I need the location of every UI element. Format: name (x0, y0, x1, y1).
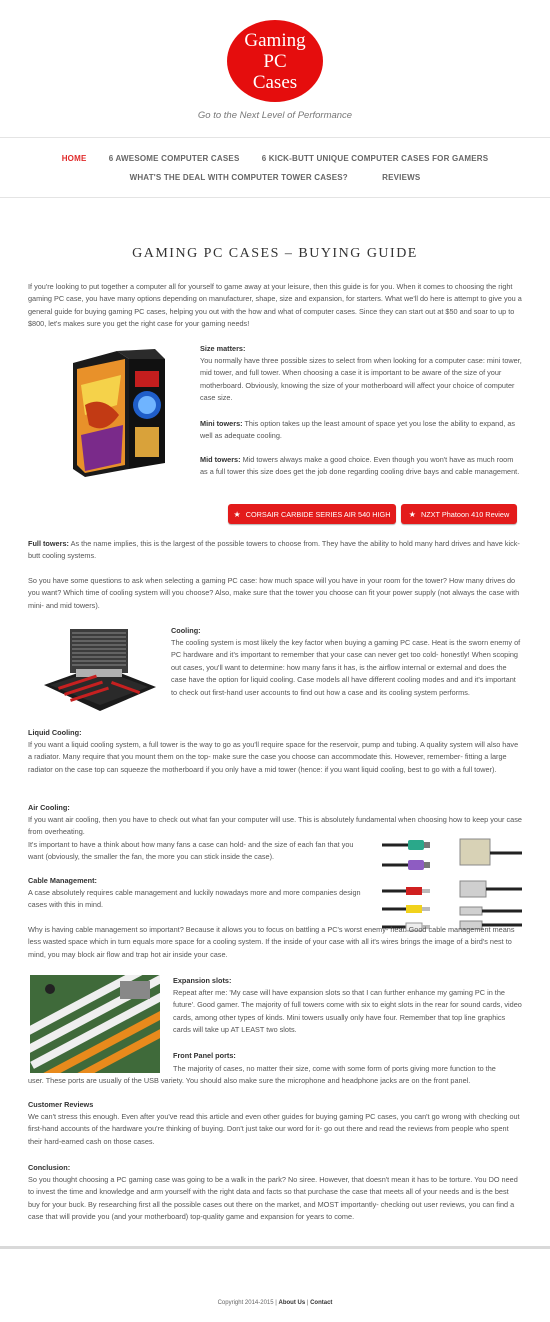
motherboard-image (40, 625, 158, 712)
nav-home[interactable]: HOME (61, 154, 87, 163)
nav-divider (0, 197, 550, 198)
expansion-slots-paragraph: Repeat after me: 'My case will have expansion slots so that I can further enhance my gaming PC in the future'. Good gamer. The majority of full towers come with six to eight slots in the rear for sound cards, video cards, among other types of kinds. Mini towers usually only have four. Remember that top line graphics cards will take up AT LEAST two slots. (173, 988, 522, 1035)
star-icon: ★ (408, 509, 416, 519)
cable-management-paragraph-1: A case absolutely requires cable management and luckily nowadays more and more companies design cases with this in mind. (28, 888, 361, 910)
nav-unique-cases[interactable]: 6 KICK-BUTT UNIQUE COMPUTER CASES FOR GAMERS (261, 154, 489, 163)
front-panel-heading: Front Panel ports: (173, 1051, 236, 1060)
copyright-text: Copyright 2014-2015 | (217, 1300, 279, 1306)
nzxt-button-label: NZXT Phatoon 410 Review (420, 509, 510, 519)
conclusion-heading: Conclusion: (28, 1163, 71, 1172)
corsair-button-label: CORSAIR CARBIDE SERIES AIR 540 HIGH (245, 509, 391, 519)
main-nav-row-1 (0, 154, 550, 163)
logo-line-3: Cases (252, 71, 298, 93)
size-paragraph: You normally have three possible sizes to select from when looking for a computer case: mini tower, mid tower, and full tower. When choosing a case it is important to be aware of the size of your motherboard. Obviously, knowing the size of your motherboard will affect your choice of computer case size. (200, 356, 522, 403)
footer-separator: | (305, 1300, 311, 1306)
full-towers-paragraph (28, 538, 522, 563)
nav-reviews[interactable]: REVIEWS (382, 173, 421, 182)
size-heading: Size matters: (200, 344, 246, 353)
mid-towers-text: Mid towers always make a good choice. Even though you won't have as much room as a full tower this size does get the job done regarding cooling drive bays and cable management. (200, 455, 520, 477)
expansion-slots-heading: Expansion slots: (173, 976, 232, 985)
article-title: GAMING PC CASES – BUYING GUIDE (132, 246, 418, 261)
site-logo[interactable] (227, 20, 323, 102)
customer-reviews-paragraph: We can't stress this enough. Even after you've read this article and even other guides for buying gaming PC cases, you can't go wrong with checking out first-hand accounts of the hardware you're thinking of buying. Don't just take our word for it- go out there and read the reviews from people who spent their hard-earned cash on those cases. (28, 1112, 520, 1146)
air-cooling-paragraph-1: If you want air cooling, then you have to check out what fan your computer will use. This is absolutely fundamental when choosing how to keep your case from overheating. (28, 815, 522, 837)
logo-line-2: PC (263, 50, 287, 72)
nav-awesome-cases[interactable]: 6 AWESOME COMPUTER CASES (108, 154, 240, 163)
footer (0, 1300, 550, 1306)
front-panel-paragraph-1: The majority of cases, no matter their size, come with some form of ports giving more function to the (173, 1064, 496, 1073)
mid-towers-paragraph (200, 454, 522, 479)
cooling-heading: Cooling: (171, 626, 201, 635)
mid-towers-label: Mid towers: (200, 455, 241, 464)
front-panel-paragraph-2: user. These ports are usually of the USB variety. You should also make sure the microphone and headphone jacks are on the front panel. (28, 1076, 471, 1085)
footer-divider (0, 1246, 550, 1249)
main-nav-row-2 (0, 173, 550, 182)
nzxt-button[interactable] (401, 504, 517, 524)
star-icon: ★ (233, 509, 241, 519)
corsair-button[interactable] (228, 504, 396, 524)
liquid-cooling-paragraph: If you want a liquid cooling system, a full tower is the way to go as you'll require space for the reservoir, pump and tubing. A quality system will also have a radiator. Many require that you mount them on the top- make sure the case you choose can accommodate this. However, remember- fitting a large radiator on the case top can squeeze the motherboard if you only have a mid tower (hence: if you want liquid cooling, best to go with a full tower). (28, 740, 519, 774)
cooling-paragraph: The cooling system is most likely the key factor when buying a gaming PC case. Heat is the sworn enemy of PC hardware and it's important to remember that your case can never get too cold- honestly! When scoping out cases, you'll want to determine: how many fans it has, is the airflow internal or external and does the case have the option for liquid cooling. Case models all have different cooling modes and and it's important to check out first-hand user accounts to find out how a case and its cooling system performs. (171, 638, 521, 697)
customer-reviews-heading: Customer Reviews (28, 1100, 94, 1109)
cable-management-paragraph-2: Why is having cable management so important? Because it allows you to focus on battling a PC's worst enemy- heat. Good cable management means less wasted space which in turn equals more space for a cooling system. If the inside of your case with all it's wires brings the image of a bird's nest to mind, you may block air flow and trap hot air inside your case. (28, 925, 515, 959)
gaming-case-image (55, 345, 180, 478)
air-cooling-heading: Air Cooling: (28, 803, 70, 812)
full-towers-label: Full towers: (28, 539, 69, 548)
full-towers-text: As the name implies, this is the largest of the possible towers to choose from. They have the ability to hold many hard drives and have kick-butt cooling systems. (28, 539, 520, 561)
contact-link[interactable]: Contact (310, 1300, 333, 1306)
air-cooling-paragraph-2: It's important to have a think about how many fans a case can hold- and the size of each fan that you want (obviously, the smaller the fan, the more you can stick inside the case). (28, 840, 354, 862)
mini-towers-label: Mini towers: (200, 419, 243, 428)
cables-image (382, 835, 522, 935)
liquid-cooling-heading: Liquid Cooling: (28, 728, 82, 737)
expansion-slots-image (30, 975, 160, 1073)
nav-tower-cases[interactable]: WHAT'S THE DEAL WITH COMPUTER TOWER CASES? (129, 173, 348, 182)
mini-towers-text: This option takes up the least amount of space yet you lose the ability to expand, as well as adequate cooling. (200, 419, 516, 441)
site-tagline: Go to the Next Level of Performance (197, 110, 353, 121)
questions-paragraph: So you have some questions to ask when selecting a gaming PC case: how much space will you have in your room for the tower? How many drives do you want? Which time of cooling system will you choose? Also, make sure that the tower you choose can fit your power supply (not always the case with mini- and mid towers). (28, 576, 520, 610)
header-divider (0, 137, 550, 138)
conclusion-paragraph: So you thought choosing a PC gaming case was going to be a walk in the park? No siree. However, that doesn't mean it has to be torture. You DO need to invest the time and knowledge and arm yourself with the right data and facts so that purchase the case that meets all of your needs and is the best buy for your buck. By researching first all the possible cases out there on the market, and MOST importantly- checking out user reviews, you can find a case that will provide you (and your motherboard) top-quality game and expansion for years to come. (28, 1175, 518, 1222)
cable-management-heading: Cable Management: (28, 876, 97, 885)
logo-line-1: Gaming (244, 29, 306, 51)
mini-towers-paragraph (200, 418, 522, 443)
about-us-link[interactable]: About Us (278, 1300, 306, 1306)
intro-paragraph: If you're looking to put together a computer all for yourself to game away at your leisure, then this guide is for you. When it comes to choosing the right gaming PC case, you have many options depending on manufacturer, shape, size and expansion, for starters. What we'll do here is attempt to give you a general guide for buying gaming PC cases, helping you out with the how and what of computer cases. Since they can start out at $50 and soar to up to $800, let's makes sure you get the right case for your gaming needs! (28, 282, 522, 329)
